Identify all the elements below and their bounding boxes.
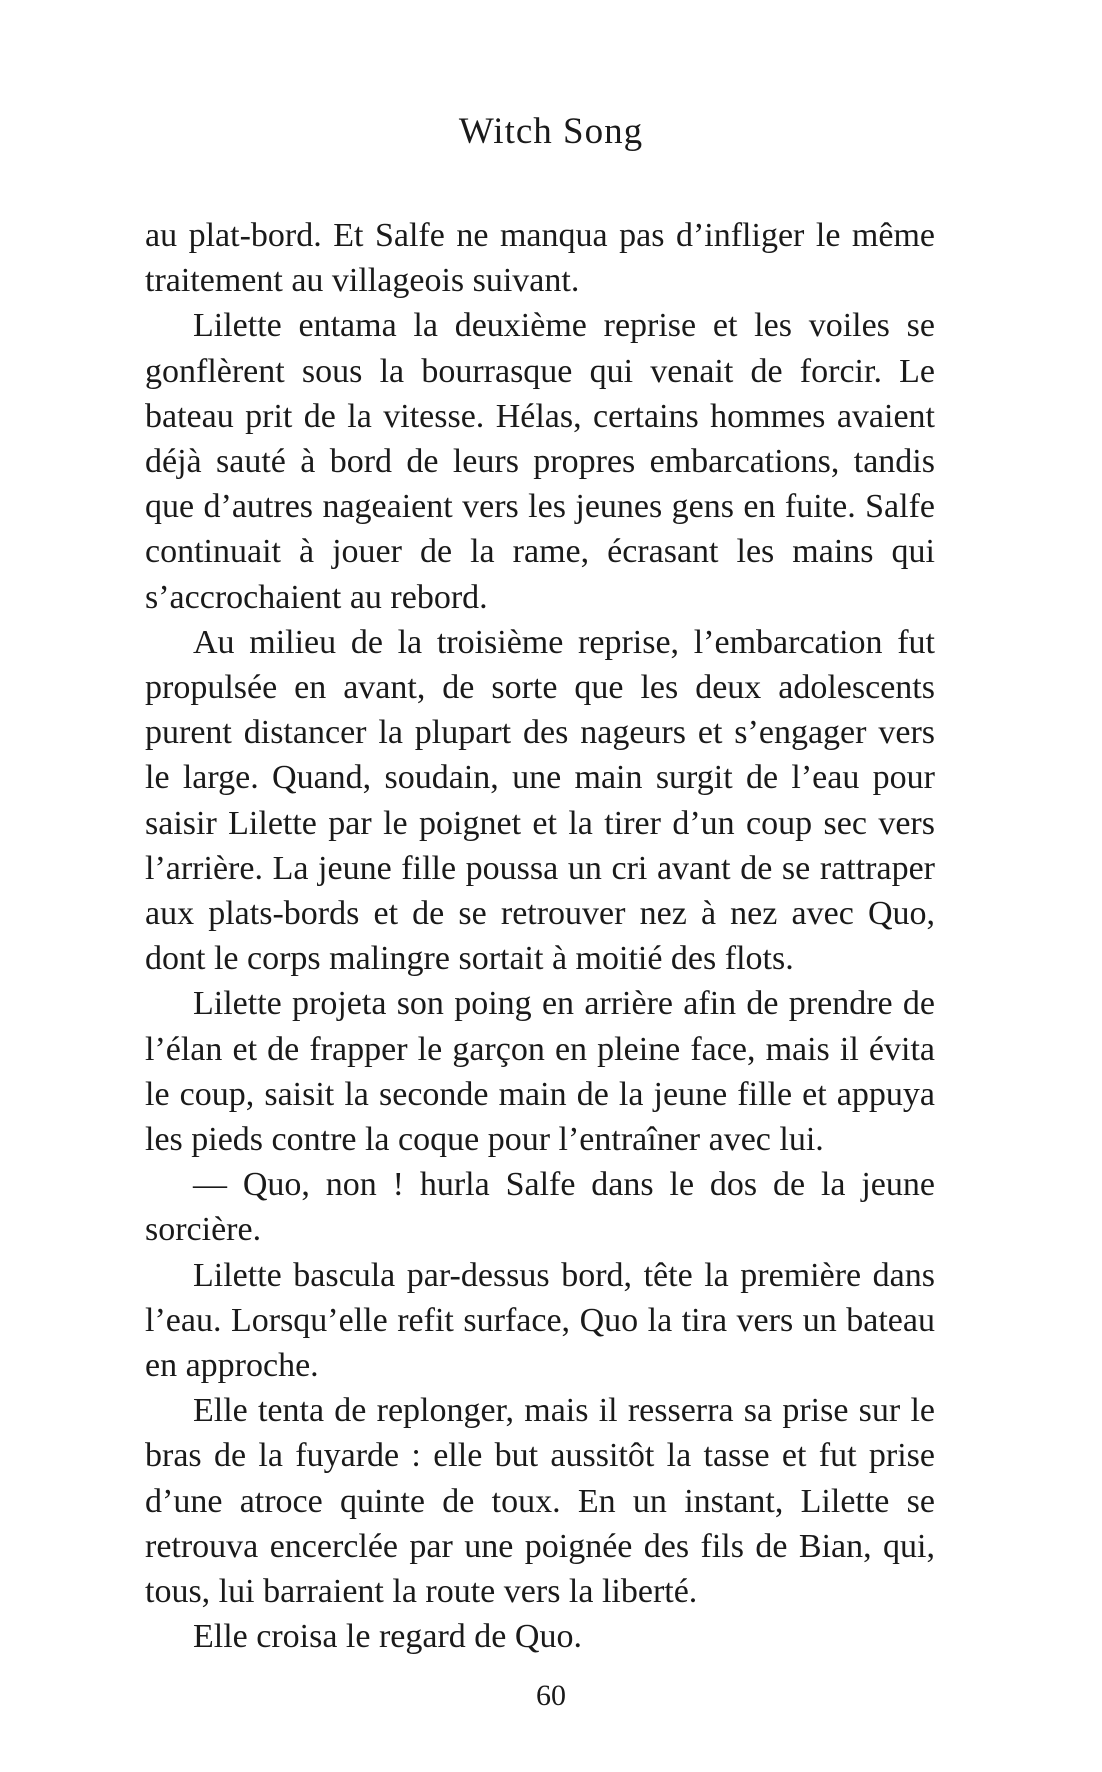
paragraph-4: Lilette projeta son poing en arrière afin de prendre de l’élan et de frapper le garçon en pleine face, mais il évita le coup, saisit la seconde main de la jeune fille et appuya les pieds contre la coque pour l’entraîner avec lui. [145,985,935,1159]
paragraph-3: Au milieu de la troisième reprise, l’embarcation fut propulsée en avant, de sorte que les deux adolescents purent distancer la plupart des nageurs et s’engager vers le large. Quand, soudain, une main surgit de l’eau pour saisir Lilette par le poignet et la tirer d’un coup sec vers l’arrière. La jeune fille poussa un cri avant de se rattraper aux plats-bords et de se retrouver nez à nez avec Quo, dont le corps malingre sortait à moitié des flots. [145,623,935,978]
running-title: Witch Song [458,111,644,152]
paragraph-7: Elle tenta de replonger, mais il resserra sa prise sur le bras de la fuyarde : elle but aussitôt la tasse et fut prise d’une atroce quinte de toux. En un instant, Lilette se retrouva encerclée par une poignée des fils de Bian, qui, tous, lui barraient la route vers la liberté. [145,1392,935,1611]
body-text [145,213,935,1660]
paragraph-1: au plat-bord. Et Salfe ne manqua pas d’infliger le même traitement au villageois suivant. [145,217,935,300]
paragraph-2: Lilette entama la deuxième reprise et les voiles se gonflèrent sous la bourrasque qui venait de forcir. Le bateau prit de la vitesse. Hélas, certains hommes avaient déjà sauté à bord de leurs propres embarcations, tandis que d’autres nageaient vers les jeunes gens en fuite. Salfe continuait à jouer de la rame, écrasant les mains qui s’accrochaient au rebord. [145,307,935,616]
paragraph-6: Lilette bascula par-dessus bord, tête la première dans l’eau. Lorsqu’elle refit surface, Quo la tira vers un bateau en approche. [145,1256,935,1385]
page-number: 60 [536,1679,566,1712]
paragraph-8: Elle croisa le regard de Quo. [193,1618,582,1656]
paragraph-5-dialogue: — Quo, non ! hurla Salfe dans le dos de la jeune sorcière. [145,1166,935,1249]
